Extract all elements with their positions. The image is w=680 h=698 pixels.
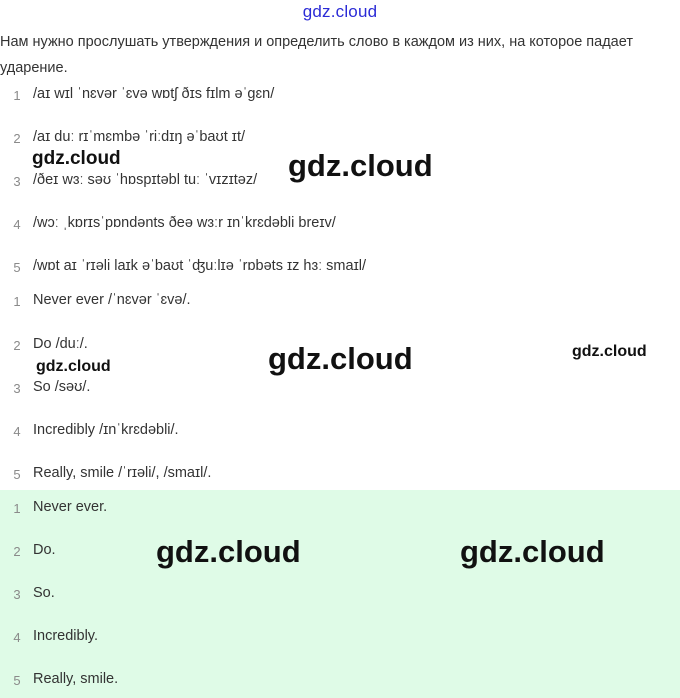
item-number: 2: [13, 338, 21, 353]
answer-item: [0, 499, 680, 521]
item-text: Never ever.: [33, 499, 108, 515]
list-item: [0, 292, 680, 314]
item-text: /ðeɪ wɜː səʊ ˈhɒspɪtəbl tuː ˈvɪzɪtəz/: [33, 172, 258, 188]
watermark: gdz.cloud: [460, 534, 605, 569]
answer-item: [0, 671, 680, 693]
item-text: /wɒt aɪ ˈrɪəli laɪk əˈbaʊt ˈʤuːlɪə ˈrɒbəts ɪz hɜː smaɪl/: [33, 258, 366, 274]
watermark: gdz.cloud: [36, 358, 111, 375]
item-number: 2: [13, 131, 21, 146]
item-number: 5: [13, 260, 21, 275]
item-text: So.: [33, 585, 55, 601]
item-number: 2: [13, 544, 21, 559]
item-number: 1: [13, 501, 21, 516]
task-intro: Нам нужно прослушать утверждения и определить слово в каждом из них, на которое падает ударение.: [0, 34, 633, 76]
site-logo[interactable]: gdz.cloud: [302, 2, 378, 21]
item-text: /aɪ wɪl ˈnɛvər ˈɛvə wɒtʃ ðɪs fɪlm əˈgɛn/: [33, 86, 275, 102]
watermark: gdz.cloud: [288, 148, 433, 183]
item-text: /wɔː ˌkɒrɪsˈpɒndənts ðeə wɜːr ɪnˈkrɛdəbli breɪv/: [33, 215, 336, 231]
answer-item: [0, 585, 680, 607]
list-item: [0, 422, 680, 444]
item-number: 3: [13, 587, 21, 602]
item-text: /aɪ duː rɪˈmɛmbə ˈriːdɪŋ əˈbaʊt ɪt/: [33, 129, 246, 145]
item-text: Incredibly /ɪnˈkrɛdəbli/.: [33, 422, 179, 438]
item-text: Do.: [33, 542, 56, 558]
list-item: [0, 465, 680, 487]
item-number: 1: [13, 88, 21, 103]
watermark: gdz.cloud: [572, 343, 647, 360]
watermark: gdz.cloud: [156, 534, 301, 569]
watermark: gdz.cloud: [32, 148, 121, 169]
answers-panel: [0, 490, 680, 698]
item-text: So /səʊ/.: [33, 379, 91, 395]
item-text: Incredibly.: [33, 628, 99, 644]
item-text: Do /duː/.: [33, 336, 88, 352]
item-number: 5: [13, 467, 21, 482]
list-item: [0, 258, 680, 280]
answer-item: [0, 628, 680, 650]
item-number: 4: [13, 630, 21, 645]
list-item: [0, 86, 680, 108]
list-item: [0, 379, 680, 401]
item-number: 3: [13, 381, 21, 396]
item-number: 4: [13, 217, 21, 232]
item-number: 4: [13, 424, 21, 439]
item-text: Really, smile /ˈrɪəli/, /smaɪl/.: [33, 465, 212, 481]
item-text: Really, smile.: [33, 671, 119, 687]
item-number: 3: [13, 174, 21, 189]
item-number: 1: [13, 294, 21, 309]
watermark: gdz.cloud: [268, 341, 413, 376]
item-number: 5: [13, 673, 21, 688]
list-item: [0, 215, 680, 237]
item-text: Never ever /ˈnɛvər ˈɛvə/.: [33, 292, 191, 308]
